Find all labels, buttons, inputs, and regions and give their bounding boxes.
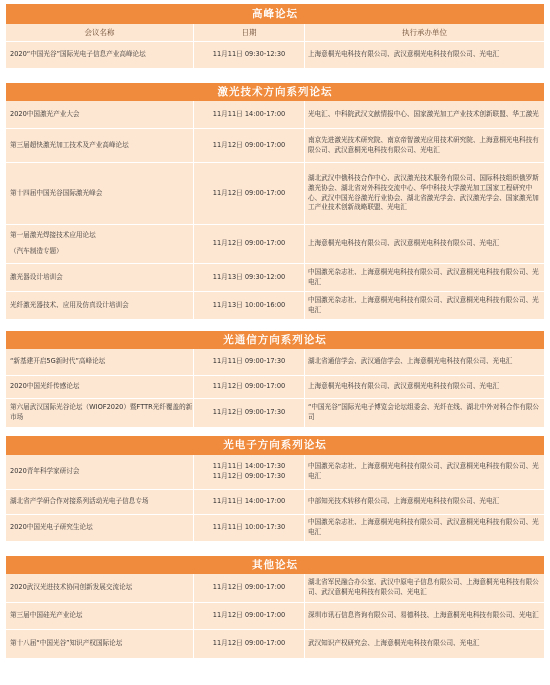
section-other: [6, 556, 544, 658]
table-row: [6, 455, 544, 490]
row-org: 中国激光杂志社、上海意桐光电科技有限公司、武汉意桐光电科技有限公司、光电汇: [304, 455, 544, 489]
row-date: 11月11日 14:00-17:00: [193, 101, 304, 128]
row-date: 11月11日 14:00-17:00: [193, 490, 304, 514]
header-org: 执行承办单位: [304, 24, 544, 41]
row-org: 湖北武汉中俄科技合作中心、武汉激光技术服务有限公司、国际科技组织俄罗斯激光协会、湖北省对外科技交流中心、华中科技大学激光加工国家工程研究中心、武汉中国光谷激光行业协会、湖北省激光学会、武汉激光学会、国家激光加工产业技术创新战略联盟、光电汇: [304, 163, 544, 224]
row-org: 湖北省通信学会、武汉通信学会、上海意桐光电科技有限公司、光电汇: [304, 349, 544, 375]
row-date: 11月11日 10:00-17:30: [193, 515, 304, 541]
row-org: 深圳市讯石信息咨询有限公司、易德科技、上海意桐光电科技有限公司、光电汇: [304, 603, 544, 629]
row-org: 中国激光杂志社、上海意桐光电科技有限公司、武汉意桐光电科技有限公司、光电汇: [304, 515, 544, 541]
row-name: 第三届超快激光加工技术及产业高峰论坛: [10, 140, 129, 149]
row-date: 11月11日 09:30-12:30: [193, 42, 304, 68]
row-org: 光电汇、中科院武汉文献情报中心、国家激光加工产业技术创新联盟、华工激光: [304, 101, 544, 128]
row-name: 激光器设计培训会: [10, 272, 63, 281]
section-summit: [6, 4, 544, 68]
row-name: 2020青年科学家研讨会: [10, 467, 80, 476]
table-row: [6, 515, 544, 541]
row-org: 上海意桐光电科技有限公司、武汉意桐光电科技有限公司、光电汇: [304, 376, 544, 398]
table-row: [6, 630, 544, 658]
row-name: 2020“中国光谷”国际光电子信息产业高峰论坛: [10, 50, 146, 59]
row-name: 第六届武汉国际光谷论坛（WIOF2020）暨FTTR光纤覆盖的新市场: [10, 403, 193, 421]
row-name-sub: （汽车制造专题）: [10, 247, 63, 255]
row-name: 2020中国激光产业大会: [10, 109, 80, 118]
row-name: 第一届激光焊接技术应用论坛: [10, 231, 96, 240]
table-row: [6, 101, 544, 129]
row-org: 湖北省军民融合办公室、武汉中原电子信息有限公司、上海意桐光电科技有限公司、武汉意桐光电科技有限公司、光电汇: [304, 574, 544, 602]
table-row: [6, 399, 544, 427]
section-title: 光通信方向系列论坛: [6, 331, 544, 349]
row-org: 南京先进激光技术研究院、南京帝智激光应用技术研究院、上海意桐光电科技有限公司、武汉意桐光电科技有限公司、光电汇: [304, 129, 544, 162]
section-laser: [6, 83, 544, 319]
table-row: [6, 603, 544, 630]
row-org: 中国激光杂志社、上海意桐光电科技有限公司、武汉意桐光电科技有限公司、光电汇: [304, 292, 544, 319]
table-header: [6, 24, 544, 42]
row-org: 中国激光杂志社、上海意桐光电科技有限公司、武汉意桐光电科技有限公司、光电汇: [304, 264, 544, 291]
section-title: 激光技术方向系列论坛: [6, 83, 544, 101]
row-name-cell: [6, 225, 193, 263]
section-title: 其他论坛: [6, 556, 544, 574]
row-name: 第三届中国硅光产业论坛: [10, 611, 83, 620]
section-optoelectronics: [6, 436, 544, 541]
row-org: 中部知光技术转移有限公司、上海意桐光电科技有限公司、光电汇: [304, 490, 544, 514]
table-row: [6, 163, 544, 225]
row-name: 第十八届“中国光谷”知识产权国际论坛: [10, 639, 123, 648]
table-row: [6, 574, 544, 603]
row-date: 11月13日 09:30-12:00: [193, 264, 304, 291]
row-date: 11月12日 09:00-17:00: [193, 163, 304, 224]
table-row: [6, 292, 544, 319]
section-title: 光电子方向系列论坛: [6, 436, 544, 455]
row-name: 2020武汉光进技术协同创新发展交流论坛: [10, 583, 133, 592]
row-date-2: 11月12日 09:00-17:30: [212, 472, 286, 480]
row-date-cell: [193, 455, 304, 489]
row-date: 11月11日 14:00-17:30: [212, 462, 286, 471]
table-row: [6, 129, 544, 163]
row-date: 11月12日 09:00-17:30: [193, 399, 304, 427]
row-date: 11月12日 09:00-17:00: [193, 630, 304, 658]
section-optical-communication: [6, 331, 544, 427]
row-date: 11月12日 09:00-17:00: [193, 225, 304, 263]
section-title: 高峰论坛: [6, 4, 544, 24]
row-date: 11月12日 09:00-17:00: [193, 603, 304, 629]
row-name: 2020中国光电子研究生论坛: [10, 523, 93, 532]
row-name: 光纤激光器技术、应用及仿真设计培训会: [10, 300, 129, 309]
row-org: 上海意桐光电科技有限公司、武汉意桐光电科技有限公司、光电汇: [304, 42, 544, 68]
row-org: 武汉知识产权研究会、上海意桐光电科技有限公司、光电汇: [304, 630, 544, 658]
table-row: [6, 376, 544, 399]
row-org: “中国光谷”国际光电子博览会论坛组委会、光纤在线、湖北中外对科合作有限公司: [304, 399, 544, 427]
table-row: [6, 349, 544, 376]
row-date: 11月12日 09:00-17:00: [193, 574, 304, 602]
table-row: [6, 490, 544, 515]
row-date: 11月12日 09:00-17:00: [193, 376, 304, 398]
table-row: [6, 42, 544, 68]
header-date: 日期: [193, 24, 304, 41]
row-date: 11月12日 09:00-17:00: [193, 129, 304, 162]
row-org: 上海意桐光电科技有限公司、武汉意桐光电科技有限公司、光电汇: [304, 225, 544, 263]
row-name: “新基建开启5G新时代”高峰论坛: [10, 357, 106, 366]
row-name: 第十四届中国光谷国际激光峰会: [10, 188, 103, 197]
row-name: 2020中国光纤传感论坛: [10, 382, 80, 391]
row-date: 11月11日 09:00-17:30: [193, 349, 304, 375]
table-row: [6, 264, 544, 292]
header-name: 会议名称: [84, 28, 115, 37]
row-name: 湖北省产学研合作对接系列活动光电子信息专场: [10, 497, 149, 506]
row-date: 11月13日 10:00-16:00: [193, 292, 304, 319]
table-row: [6, 225, 544, 264]
